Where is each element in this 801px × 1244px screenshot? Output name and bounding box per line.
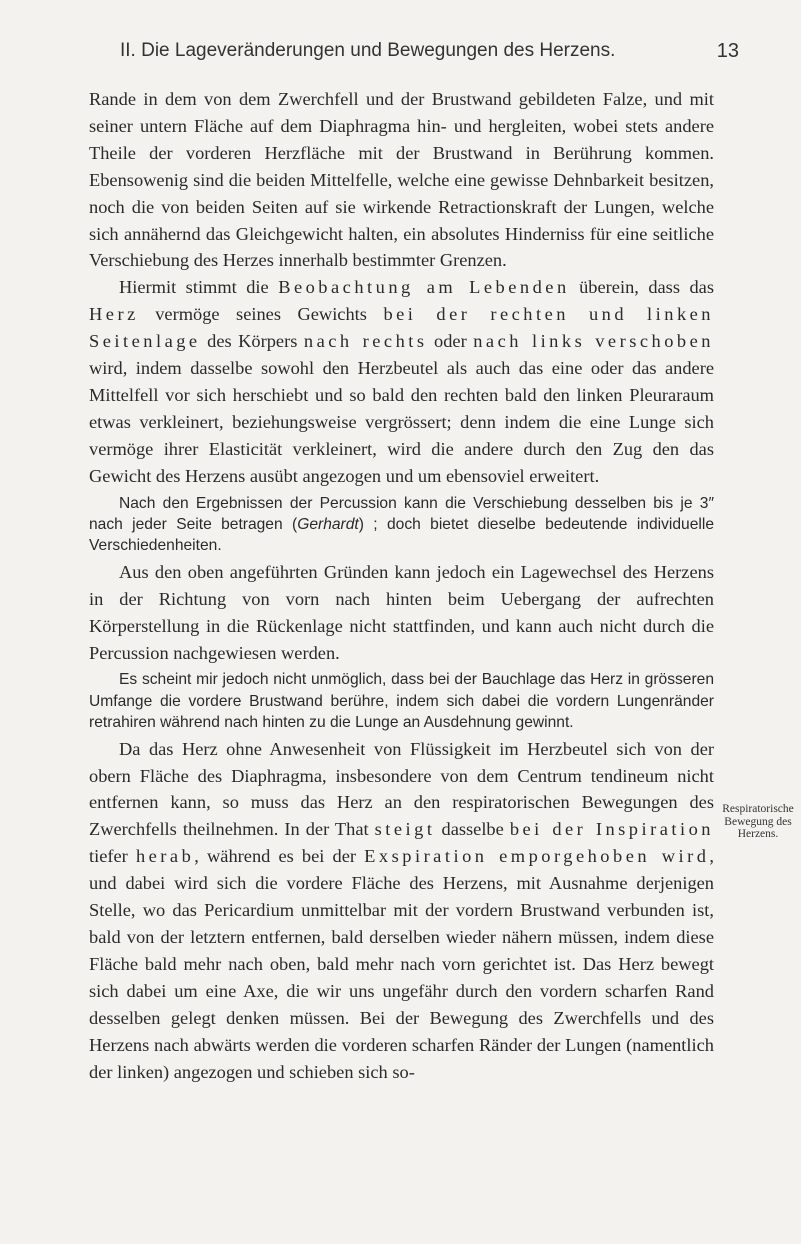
paragraph-1: Rande in dem von dem Zwerchfell und der Brustwand gebildeten Falze, und mit seiner untern Fläche auf dem Diaphragma hin- und hergleiten, wobei stets andere Theile der vorderen Herzfläche mit der Brustwand in Berührung kommen. Ebensowenig sind die beiden Mittelfelle, welche eine gewisse Dehnbarkeit besitzen, noch die von beiden Seiten auf sie wirkende Retractionskraft der Lungen, welche sich annähernd das Gleichgewicht halten, ein absolutes Hinderniss für eine seitliche Verschiebung des Herzes innerhalb bestimmter Grenzen. xyxy=(89,89,714,271)
p2-text-4: des Körpers xyxy=(200,331,304,352)
p4-text-1: Da das Herz ohne Anwesenheit von Flüssigkeit im Herzbeutel sich von der obern Fläche des Diaphragma, insbesondere von dem Centrum tendineum nicht entfernen kann, so muss das Herz an den respiratorischen Bewegungen des Zwerchfells theilnehmen. In der That xyxy=(89,738,714,840)
footnote-1 xyxy=(89,493,714,557)
margin-note-line-1: Respiratorische xyxy=(722,803,794,815)
p4-spaced-3: herab xyxy=(135,846,195,867)
p2-text-1: Hiermit stimmt die xyxy=(119,277,279,298)
running-title: II. Die Lageveränderungen und Bewegungen des Herzens. xyxy=(120,40,616,61)
p2-text-5: oder xyxy=(427,331,474,352)
n1-italic-author: Gerhardt xyxy=(297,516,359,533)
p4-text-3: tiefer xyxy=(89,846,136,867)
p2-spaced-1: Beobachtung am Lebenden xyxy=(278,277,570,298)
footnote-2: Es scheint mir jedoch nicht unmöglich, dass bei der Bauchlage das Herz in grösseren Umfange die vordere Brustwand berühre, indem sich dabei die vordern Lungenränder retrahiren während nach hinten zu die Lunge an Ausdehnung gewinnt. xyxy=(89,671,714,732)
p4-text-2: dasselbe xyxy=(435,819,510,840)
p4-spaced-1: steigt xyxy=(374,819,436,840)
p4-spaced-2: bei der Inspiration xyxy=(509,819,715,840)
margin-note-line-2: Bewegung des xyxy=(724,815,792,828)
running-header xyxy=(90,40,771,66)
p2-text-2: überein, dass das xyxy=(569,277,714,298)
margin-note xyxy=(717,803,799,841)
n1-text-2: ) ; doch bietet dieselbe bedeutende individuelle Verschiedenheiten. xyxy=(89,516,714,555)
p2-spaced-2: Herz xyxy=(89,304,139,325)
p4-text-5: , und dabei wird sich die vordere Fläche des Herzens, mit Ausnahme derjenigen Stelle, wo das Pericardium unmittelbar mit der vordern Brustwand verbunden ist, bald von der letztern entfernen, bald derselben wieder nähern müssen, indem diese Fläche bald mehr nach oben, bald mehr nach vorn gerichtet ist. Das Herz bewegt sich dabei um eine Axe, die wir uns ungefähr durch den vordern scharfen Rand desselben gelegt denken müssen. Bei der Bewegung des Zwerchfells und des Herzens nach abwärts werden die vorderen scharfen Ränder der Lungen (namentlich der linken) angezogen und schieben sich so- xyxy=(89,846,715,1082)
page-body xyxy=(89,86,714,1085)
paragraph-4 xyxy=(89,736,714,1086)
p2-text-6: wird, indem dasselbe sowohl den Herzbeutel als auch das eine oder das andere Mittelfell vor sich herschiebt und so bald den rechten bald den linken Pleuraraum etwas verkleinert, beziehungsweise vergrössert; denn indem die eine Lunge sich vermöge ihrer Elasticität verkleinert, wird die andere durch den Zug den das Gewicht des Herzens ausübt angezogen und um ebensoviel erweitert. xyxy=(89,358,714,486)
p2-text-3: vermöge seines Gewichts xyxy=(138,304,384,325)
p2-spaced-3: bei der rechten und linken Seitenlage xyxy=(89,304,714,352)
p4-text-4: , während es bei der xyxy=(194,846,365,867)
p2-spaced-5: nach links verschoben xyxy=(473,331,714,352)
page-number: 13 xyxy=(716,40,739,62)
p2-spaced-4: nach rechts xyxy=(303,331,428,352)
paragraph-3: Aus den oben angeführten Gründen kann jedoch ein Lagewechsel des Herzens in der Richtung von vorn nach hinten beim Uebergang der aufrechten Körperstellung in die Rückenlage nicht stattfinden, und kann auch nicht durch die Percussion nachgewiesen werden. xyxy=(89,561,714,663)
n1-text-1: Nach den Ergebnissen der Percussion kann die Verschiebung desselben bis je 3″ nach jeder Seite betragen ( xyxy=(89,494,714,533)
margin-note-line-3: Herzens. xyxy=(737,828,779,840)
p4-spaced-4: Exspiration emporgehoben wird xyxy=(364,846,710,867)
paragraph-2 xyxy=(89,274,714,489)
